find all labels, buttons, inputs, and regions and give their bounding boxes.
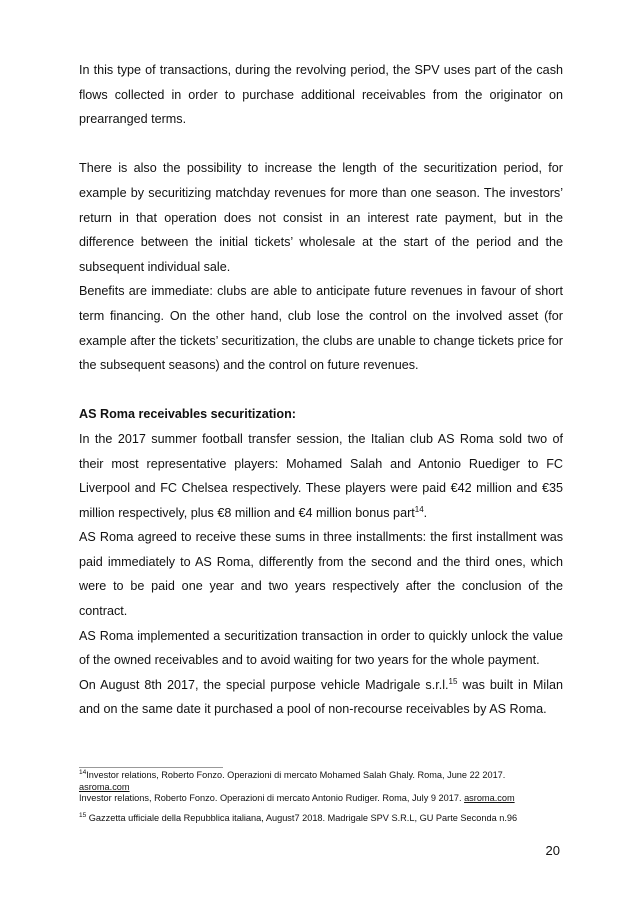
footnote-link[interactable]: asroma.com: [464, 793, 515, 803]
page-body: [79, 58, 563, 722]
paragraph-text: In the 2017 summer football transfer session, the Italian club AS Roma sold two of their most representative players: Mohamed Salah and Antonio Ruediger to FC Liverpool and FC Chelsea respectively. These players were paid €42 million and €35 million respectively, plus €8 million and €4 million bonus part: [79, 431, 563, 520]
paragraph-text: On August 8th 2017, the special purpose vehicle Madrigale s.r.l.: [79, 677, 449, 692]
paragraph-text-end: .: [423, 505, 428, 520]
footnote-link[interactable]: asroma.com: [79, 781, 130, 792]
paragraph-gap: [79, 132, 563, 157]
paragraph-implementation: AS Roma implemented a securitization transaction in order to quickly unlock the value of the owned receivables and to avoid waiting for two years for the whole payment.: [79, 628, 563, 668]
footnote-15: [79, 813, 559, 825]
footnote-ref-15: 15: [448, 676, 458, 686]
footnote-text: Investor relations, Roberto Fonzo. Operazioni di mercato Mohamed Salah Ghaly. Roma, June 22 2017.: [86, 770, 506, 780]
paragraph-text-end: was built in Milan and on the same date it purchased a pool of non-recourse receivables by AS Roma.: [79, 677, 563, 717]
footnote-divider: [79, 767, 223, 768]
paragraph-madrigale: [79, 673, 563, 722]
footnote-number: 15: [79, 811, 87, 819]
paragraph-benefits: Benefits are immediate: clubs are able to anticipate future revenues in favour of short term financing. On the other hand, club lose the control on the involved asset (for example after the tickets’ securitization, the clubs are unable to change tickets price for the subsequent seasons) and the control on future revenues.: [79, 284, 563, 373]
paragraph-revolving-period: In this type of transactions, during the revolving period, the SPV uses part of the cash flows collected in order to purchase additional receivables from the originator on prearranged terms.: [79, 63, 563, 127]
paragraph-securitization-length: There is also the possibility to increase the length of the securitization period, for example by securitizing matchday revenues for more than one season. The investors’ return in that operation does not consist in an interest rate payment, but in the difference between the initial tickets’ wholesale at the start of the period and the subsequent individual sale.: [79, 161, 563, 274]
footnote-14: [79, 770, 559, 805]
footnote-ref-14: 14: [414, 504, 424, 514]
footnote-text: Investor relations, Roberto Fonzo. Operazioni di mercato Antonio Rudiger. Roma, July 9 2017.: [79, 793, 465, 803]
page-number: 20: [545, 843, 560, 858]
paragraph-gap: [79, 378, 563, 403]
paragraph-transfer-session: [79, 427, 563, 525]
footnote-text: Gazzetta ufficiale della Repubblica italiana, August7 2018. Madrigale SPV S.R.L, GU Parte Seconda n.96: [86, 812, 518, 823]
footnotes: [79, 770, 559, 824]
paragraph-installments: AS Roma agreed to receive these sums in three installments: the first installment was paid immediately to AS Roma, differently from the second and the third ones, which were to be paid one year and two years respectively after the conclusion of the contract.: [79, 530, 563, 619]
section-heading: AS Roma receivables securitization:: [79, 407, 296, 422]
footnote-number: 14: [79, 768, 87, 776]
